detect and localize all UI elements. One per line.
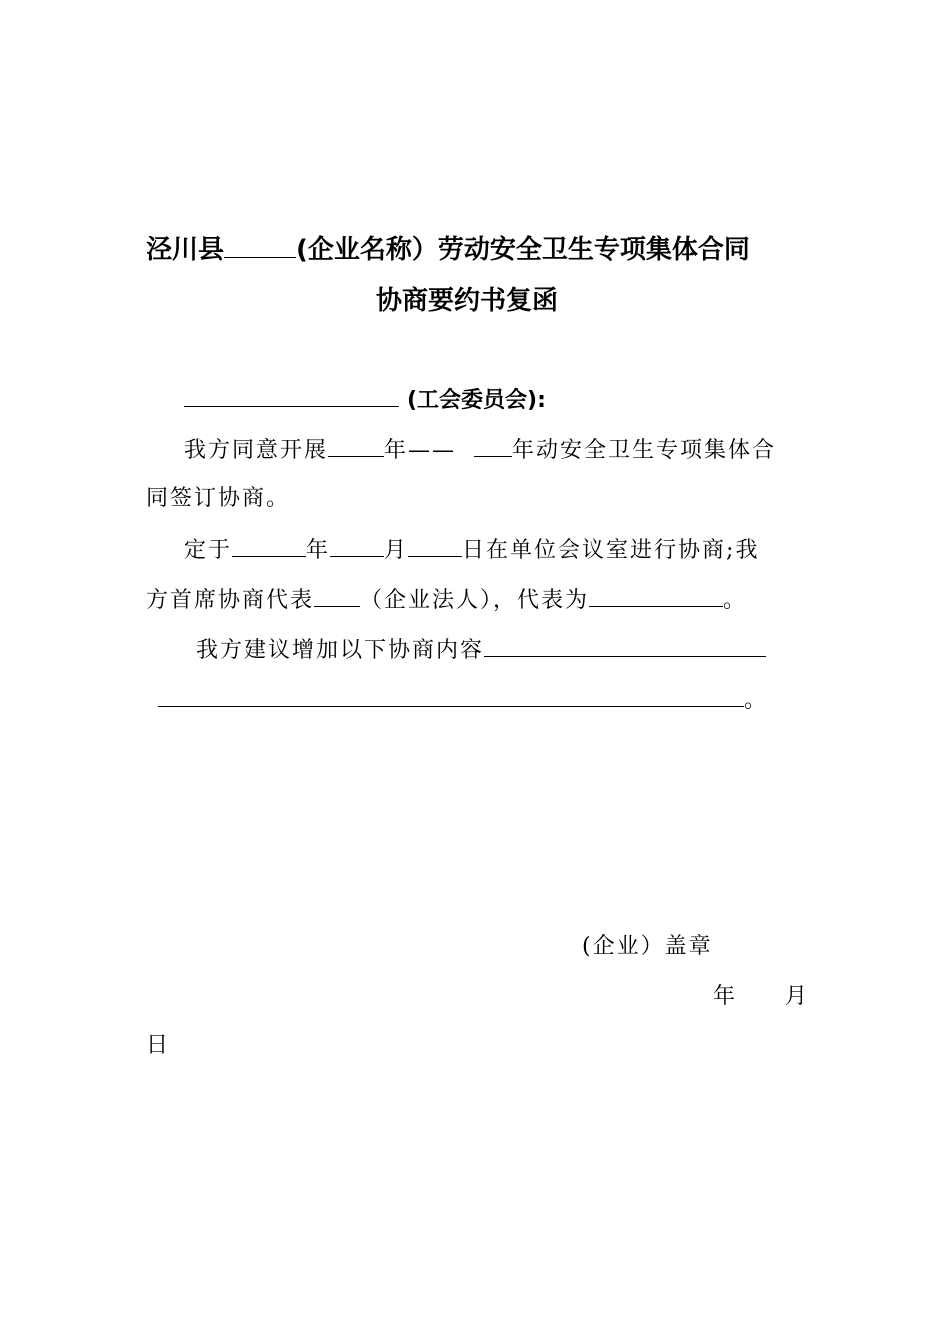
salutation-label: (工会委员会):	[407, 388, 546, 413]
additional-content-blank-2	[158, 684, 744, 707]
document-title-line-1	[146, 232, 750, 268]
paragraph-1-line-1: 我方同意开展 年—— 年动安全卫生专项集体合	[184, 434, 776, 466]
seal-label: (企业）盖章	[582, 934, 713, 959]
company-name-blank	[224, 235, 296, 258]
paragraph-1-line-2: 同签订协商。	[146, 486, 291, 511]
end-year-blank	[474, 434, 512, 457]
additional-content-blank-1	[484, 634, 766, 657]
negotiation-year-blank	[232, 534, 306, 557]
paragraph-3-line-1: 我方建议增加以下协商内容	[196, 634, 766, 666]
start-year-blank	[328, 434, 384, 457]
paragraph-2-line-2: 方首席协商代表 （企业法人），代表为 。	[146, 584, 747, 616]
title-rest: (企业名称）劳动安全卫生专项集体合同	[296, 235, 750, 265]
union-name-blank	[184, 384, 399, 407]
negotiation-day-blank	[408, 534, 462, 557]
date-day: 日	[146, 1033, 169, 1058]
document-title-line-2: 协商要约书复函	[376, 286, 559, 316]
title-county: 泾川县	[146, 235, 225, 265]
paragraph-2-line-1: 定于 年 月 日在单位会议室进行协商;我	[184, 534, 759, 566]
chief-representative-blank	[314, 584, 360, 607]
representatives-blank	[589, 584, 723, 607]
paragraph-3-line-2: 。	[158, 684, 766, 716]
salutation	[184, 384, 546, 416]
date-year-month: 年 月	[713, 984, 808, 1009]
negotiation-month-blank	[330, 534, 384, 557]
